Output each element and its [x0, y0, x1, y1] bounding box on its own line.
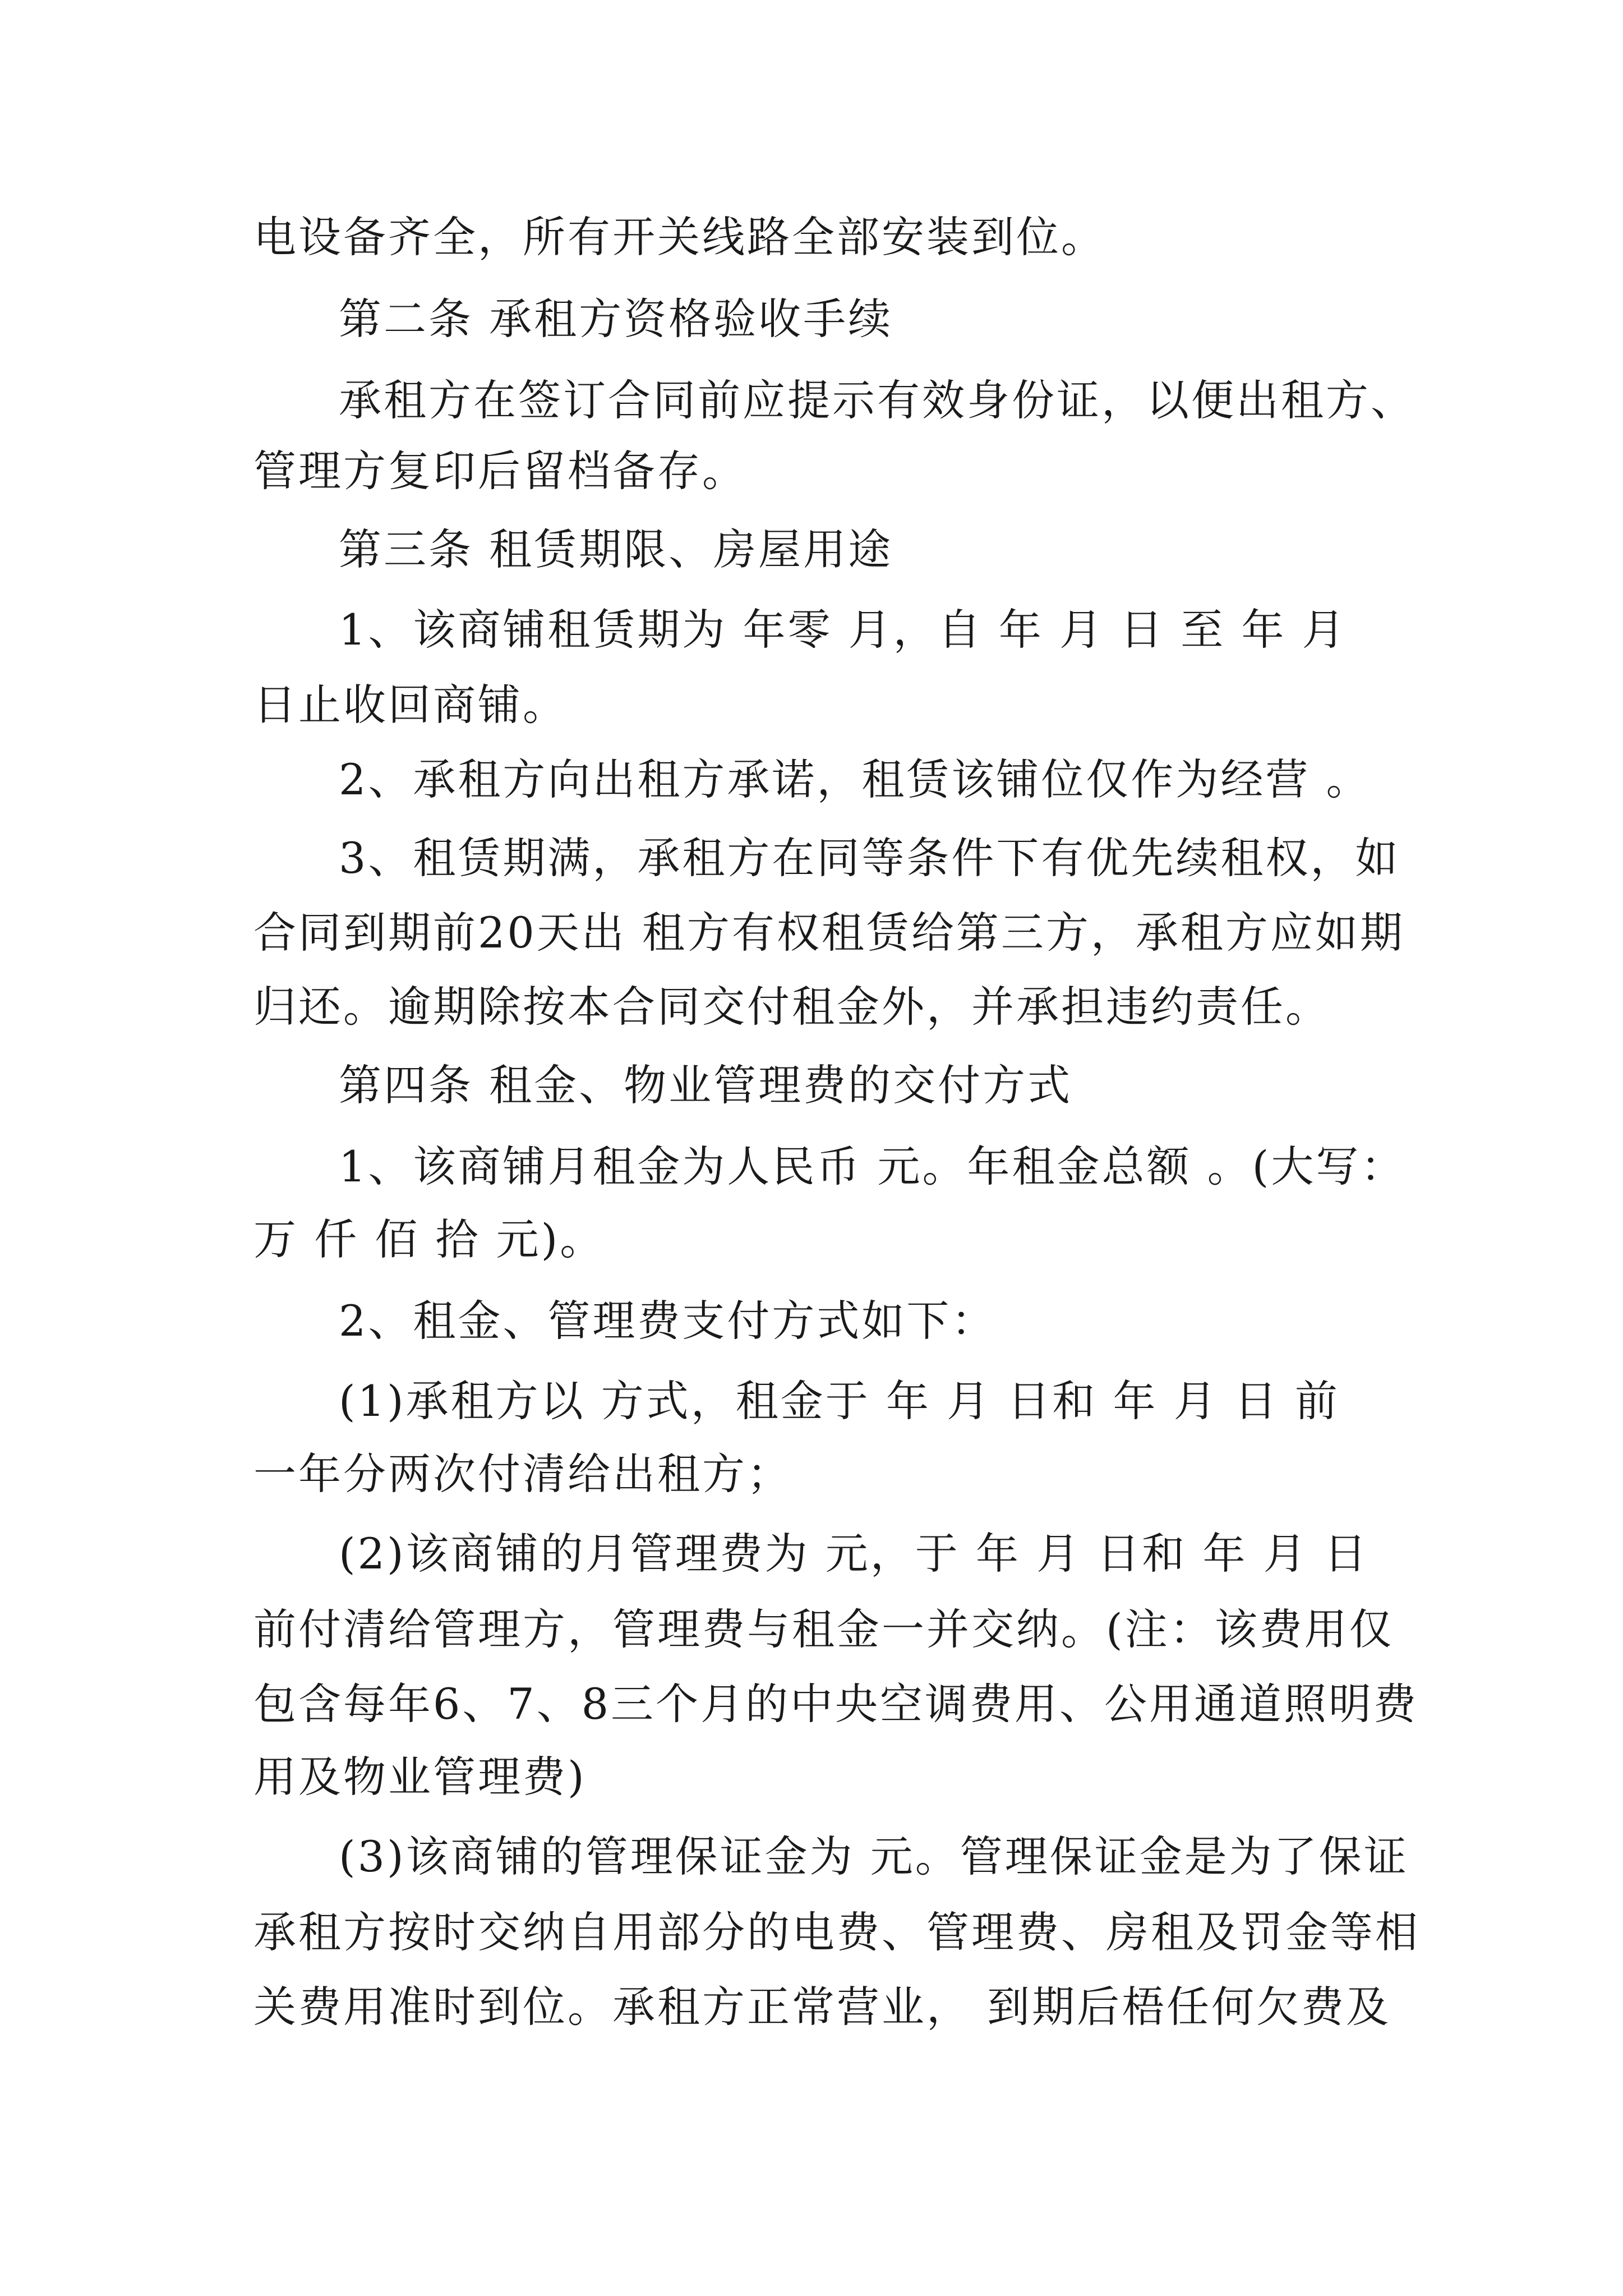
text-line: 一年分两次付清给出租方；	[253, 1449, 792, 1499]
text-line: 电设备齐全，所有开关线路全部安装到位。	[253, 212, 1106, 262]
text-line: (1)承租方以 方式，租金于 年 月 日和 年 月 日 前	[339, 1376, 1340, 1426]
text-line: 1、该商铺月租金为人民币 元。年租金总额 。(大写：	[339, 1142, 1406, 1191]
text-line: (2)该商铺的月管理费为 元，于 年 月 日和 年 月 日	[339, 1529, 1369, 1579]
text-line: 合同到期前20天出 租方有权租赁给第三方，承租方应如期	[253, 908, 1405, 958]
section-heading-4: 第四条 租金、物业管理费的交付方式	[339, 1060, 1073, 1110]
text-line: 万 仟 佰 拾 元)。	[253, 1214, 605, 1264]
text-line: 关费用准时到位。承租方正常营业， 到期后梧任何欠费及	[253, 1982, 1391, 2032]
text-line: 2、承租方向出租方承诺，租赁该铺位仅作为经营 。	[339, 754, 1371, 804]
text-line: 日止收回商铺。	[253, 680, 568, 730]
text-line: 包含每年6、7、8三个月的中央空调费用、公用通道照明费	[253, 1679, 1419, 1729]
text-line: 3、租赁期满，承租方在同等条件下有优先续租权，如	[339, 833, 1400, 883]
text-line: 归还。逾期除按本合同交付租金外，并承担违约责任。	[253, 982, 1330, 1032]
section-heading-3: 第三条 租赁期限、房屋用途	[339, 524, 893, 574]
text-line: 1、该商铺租赁期为 年零 月，自 年 月 日 至 年 月	[339, 605, 1347, 655]
text-line: 2、租金、管理费支付方式如下：	[339, 1296, 997, 1346]
text-line: 用及物业管理费)	[253, 1752, 587, 1802]
text-line: 承租方按时交纳自用部分的电费、管理费、房租及罚金等相	[253, 1907, 1420, 1957]
section-heading-2: 第二条 承租方资格验收手续	[339, 294, 893, 344]
text-line: (3)该商铺的管理保证金为 元。管理保证金是为了保证	[339, 1832, 1409, 1881]
text-line: 管理方复印后留档备存。	[253, 446, 747, 496]
text-line: 前付清给管理方，管理费与租金一并交纳。(注：该费用仅	[253, 1604, 1394, 1654]
text-line: 承租方在签订合同前应提示有效身份证，以便出租方、	[339, 375, 1415, 425]
